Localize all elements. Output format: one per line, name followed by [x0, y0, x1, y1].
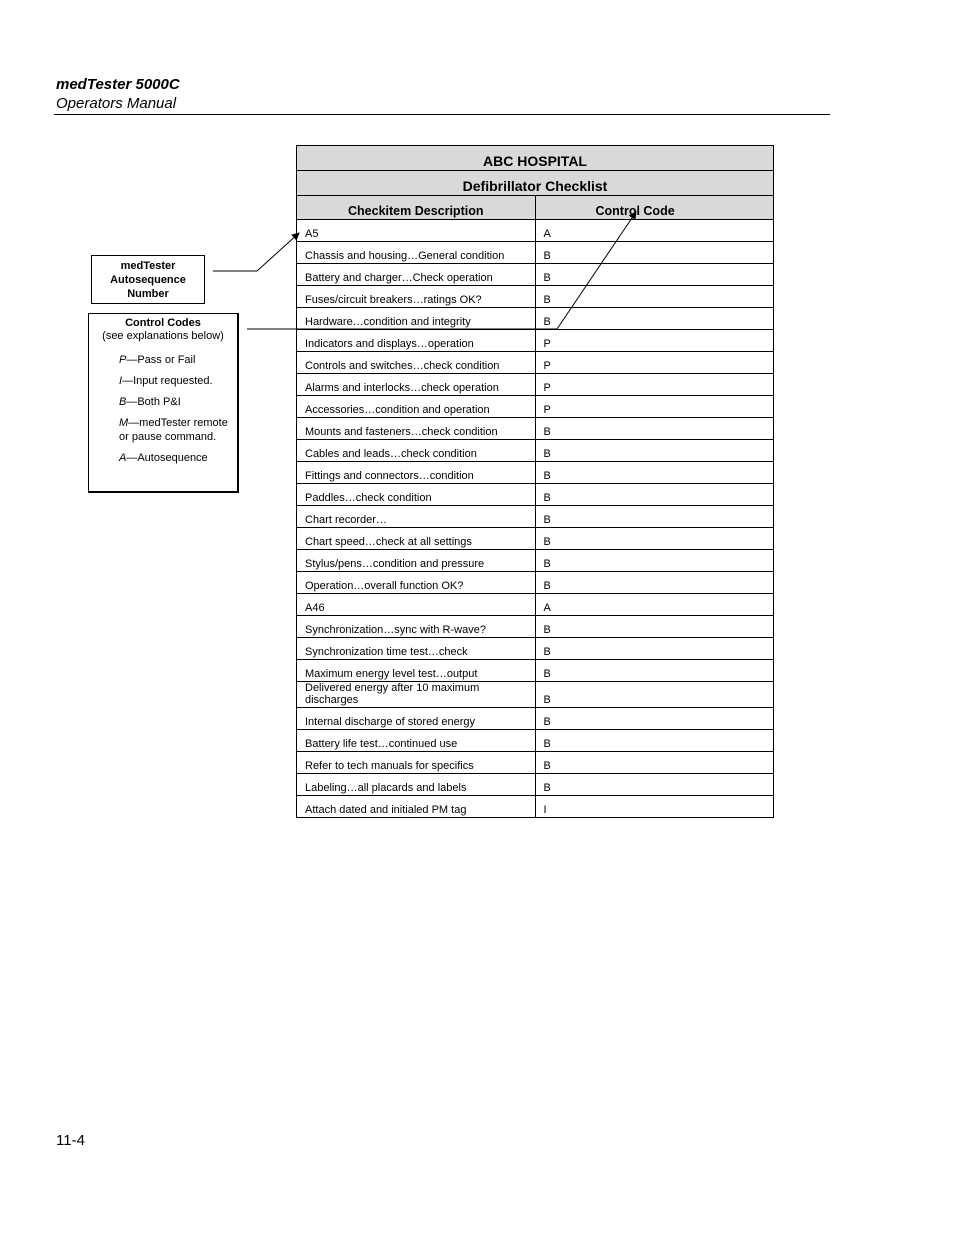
table-row: [297, 264, 774, 286]
checkitem-description: Cables and leads…check condition: [297, 440, 536, 462]
checkitem-description: Alarms and interlocks…check operation: [297, 374, 536, 396]
table-row: [297, 330, 774, 352]
checkitem-description: A46: [297, 594, 536, 616]
control-code-cell: A: [535, 220, 774, 242]
checkitem-description: Stylus/pens…condition and pressure: [297, 550, 536, 572]
control-code-cell: I: [535, 796, 774, 818]
checkitem-description: Chassis and housing…General condition: [297, 242, 536, 264]
checklist-table: [296, 145, 774, 818]
table-row: [297, 682, 774, 708]
checkitem-description: Accessories…condition and operation: [297, 396, 536, 418]
table-row: [297, 286, 774, 308]
control-code-cell: P: [535, 374, 774, 396]
control-code-cell: B: [535, 484, 774, 506]
table-row: [297, 796, 774, 818]
control-code-cell: B: [535, 730, 774, 752]
control-code-cell: B: [535, 286, 774, 308]
control-code-cell: B: [535, 774, 774, 796]
checkitem-description: Battery life test…continued use: [297, 730, 536, 752]
checkitem-description: Refer to tech manuals for specifics: [297, 752, 536, 774]
control-codes-subtitle: (see explanations below): [102, 330, 224, 342]
control-code-cell: B: [535, 708, 774, 730]
table-row: [297, 374, 774, 396]
checkitem-description: Delivered energy after 10 maximum discharges: [297, 682, 536, 708]
header-rule: [54, 114, 830, 115]
checkitem-description: Attach dated and initialed PM tag: [297, 796, 536, 818]
autosequence-number-callout: [91, 255, 205, 304]
checkitem-description: Mounts and fasteners…check condition: [297, 418, 536, 440]
table-row: [297, 572, 774, 594]
table-row: [297, 660, 774, 682]
table-row: [297, 352, 774, 374]
control-code-cell: B: [535, 550, 774, 572]
control-code-item: I—Input requested.: [119, 375, 213, 387]
control-code-cell: B: [535, 440, 774, 462]
control-code-cell: B: [535, 418, 774, 440]
table-row: [297, 752, 774, 774]
checkitem-description: Hardware…condition and integrity: [297, 308, 536, 330]
table-row: [297, 774, 774, 796]
checkitem-description: Synchronization…sync with R-wave?: [297, 616, 536, 638]
checkitem-description: Chart recorder…: [297, 506, 536, 528]
table-row: [297, 396, 774, 418]
table-row: [297, 594, 774, 616]
control-codes-list: [89, 353, 237, 465]
control-code-cell: B: [535, 242, 774, 264]
table-row: [297, 528, 774, 550]
control-code-cell: A: [535, 594, 774, 616]
control-code-item: B—Both P&I: [119, 396, 181, 408]
control-code-cell: P: [535, 352, 774, 374]
table-row: [297, 484, 774, 506]
manual-subtitle: Operators Manual: [56, 95, 177, 112]
control-code-cell: B: [535, 660, 774, 682]
control-code-cell: B: [535, 572, 774, 594]
table-row: [297, 440, 774, 462]
table-org-header: ABC HOSPITAL: [297, 146, 774, 171]
callout-line: medTester: [120, 260, 176, 272]
autosequence-arrow: [213, 233, 299, 271]
control-code-cell: P: [535, 330, 774, 352]
checkitem-description: Fittings and connectors…condition: [297, 462, 536, 484]
checkitem-description: Indicators and displays…operation: [297, 330, 536, 352]
callout-line: Autosequence: [110, 274, 186, 286]
checkitem-description: Operation…overall function OK?: [297, 572, 536, 594]
table-row: [297, 308, 774, 330]
col-header-control-code: Control Code: [535, 196, 774, 220]
control-code-cell: B: [535, 752, 774, 774]
callout-line: Number: [127, 288, 169, 300]
control-code-cell: B: [535, 638, 774, 660]
checkitem-description: A5: [297, 220, 536, 242]
table-row: [297, 418, 774, 440]
table-row: [297, 638, 774, 660]
control-code-cell: B: [535, 528, 774, 550]
table-row: [297, 242, 774, 264]
control-code-item: M—medTester remote or pause command.: [119, 417, 228, 443]
table-row: [297, 220, 774, 242]
checkitem-description: Chart speed…check at all settings: [297, 528, 536, 550]
table-row: [297, 462, 774, 484]
control-codes-title: Control Codes: [125, 317, 201, 329]
table-row: [297, 550, 774, 572]
table-row: [297, 506, 774, 528]
table-row: [297, 708, 774, 730]
checkitem-description: Controls and switches…check condition: [297, 352, 536, 374]
control-code-item: A—Autosequence: [119, 452, 208, 464]
checkitem-description: Labeling…all placards and labels: [297, 774, 536, 796]
control-code-cell: P: [535, 396, 774, 418]
checkitem-description: Paddles…check condition: [297, 484, 536, 506]
control-code-cell: B: [535, 308, 774, 330]
control-code-item: P—Pass or Fail: [119, 354, 196, 366]
control-codes-callout: [88, 313, 239, 493]
control-code-cell: B: [535, 462, 774, 484]
checkitem-description: Internal discharge of stored energy: [297, 708, 536, 730]
checkitem-description: Maximum energy level test…output: [297, 660, 536, 682]
control-code-cell: B: [535, 506, 774, 528]
control-code-cell: B: [535, 264, 774, 286]
control-code-cell: B: [535, 682, 774, 708]
checkitem-description: Battery and charger…Check operation: [297, 264, 536, 286]
table-row: [297, 730, 774, 752]
control-code-cell: B: [535, 616, 774, 638]
checkitem-description: Fuses/circuit breakers…ratings OK?: [297, 286, 536, 308]
table-row: [297, 616, 774, 638]
table-title-header: Defibrillator Checklist: [297, 171, 774, 196]
page-number: 11-4: [56, 1132, 85, 1149]
col-header-description: Checkitem Description: [297, 196, 536, 220]
checkitem-description: Synchronization time test…check: [297, 638, 536, 660]
manual-title: medTester 5000C: [56, 76, 180, 93]
